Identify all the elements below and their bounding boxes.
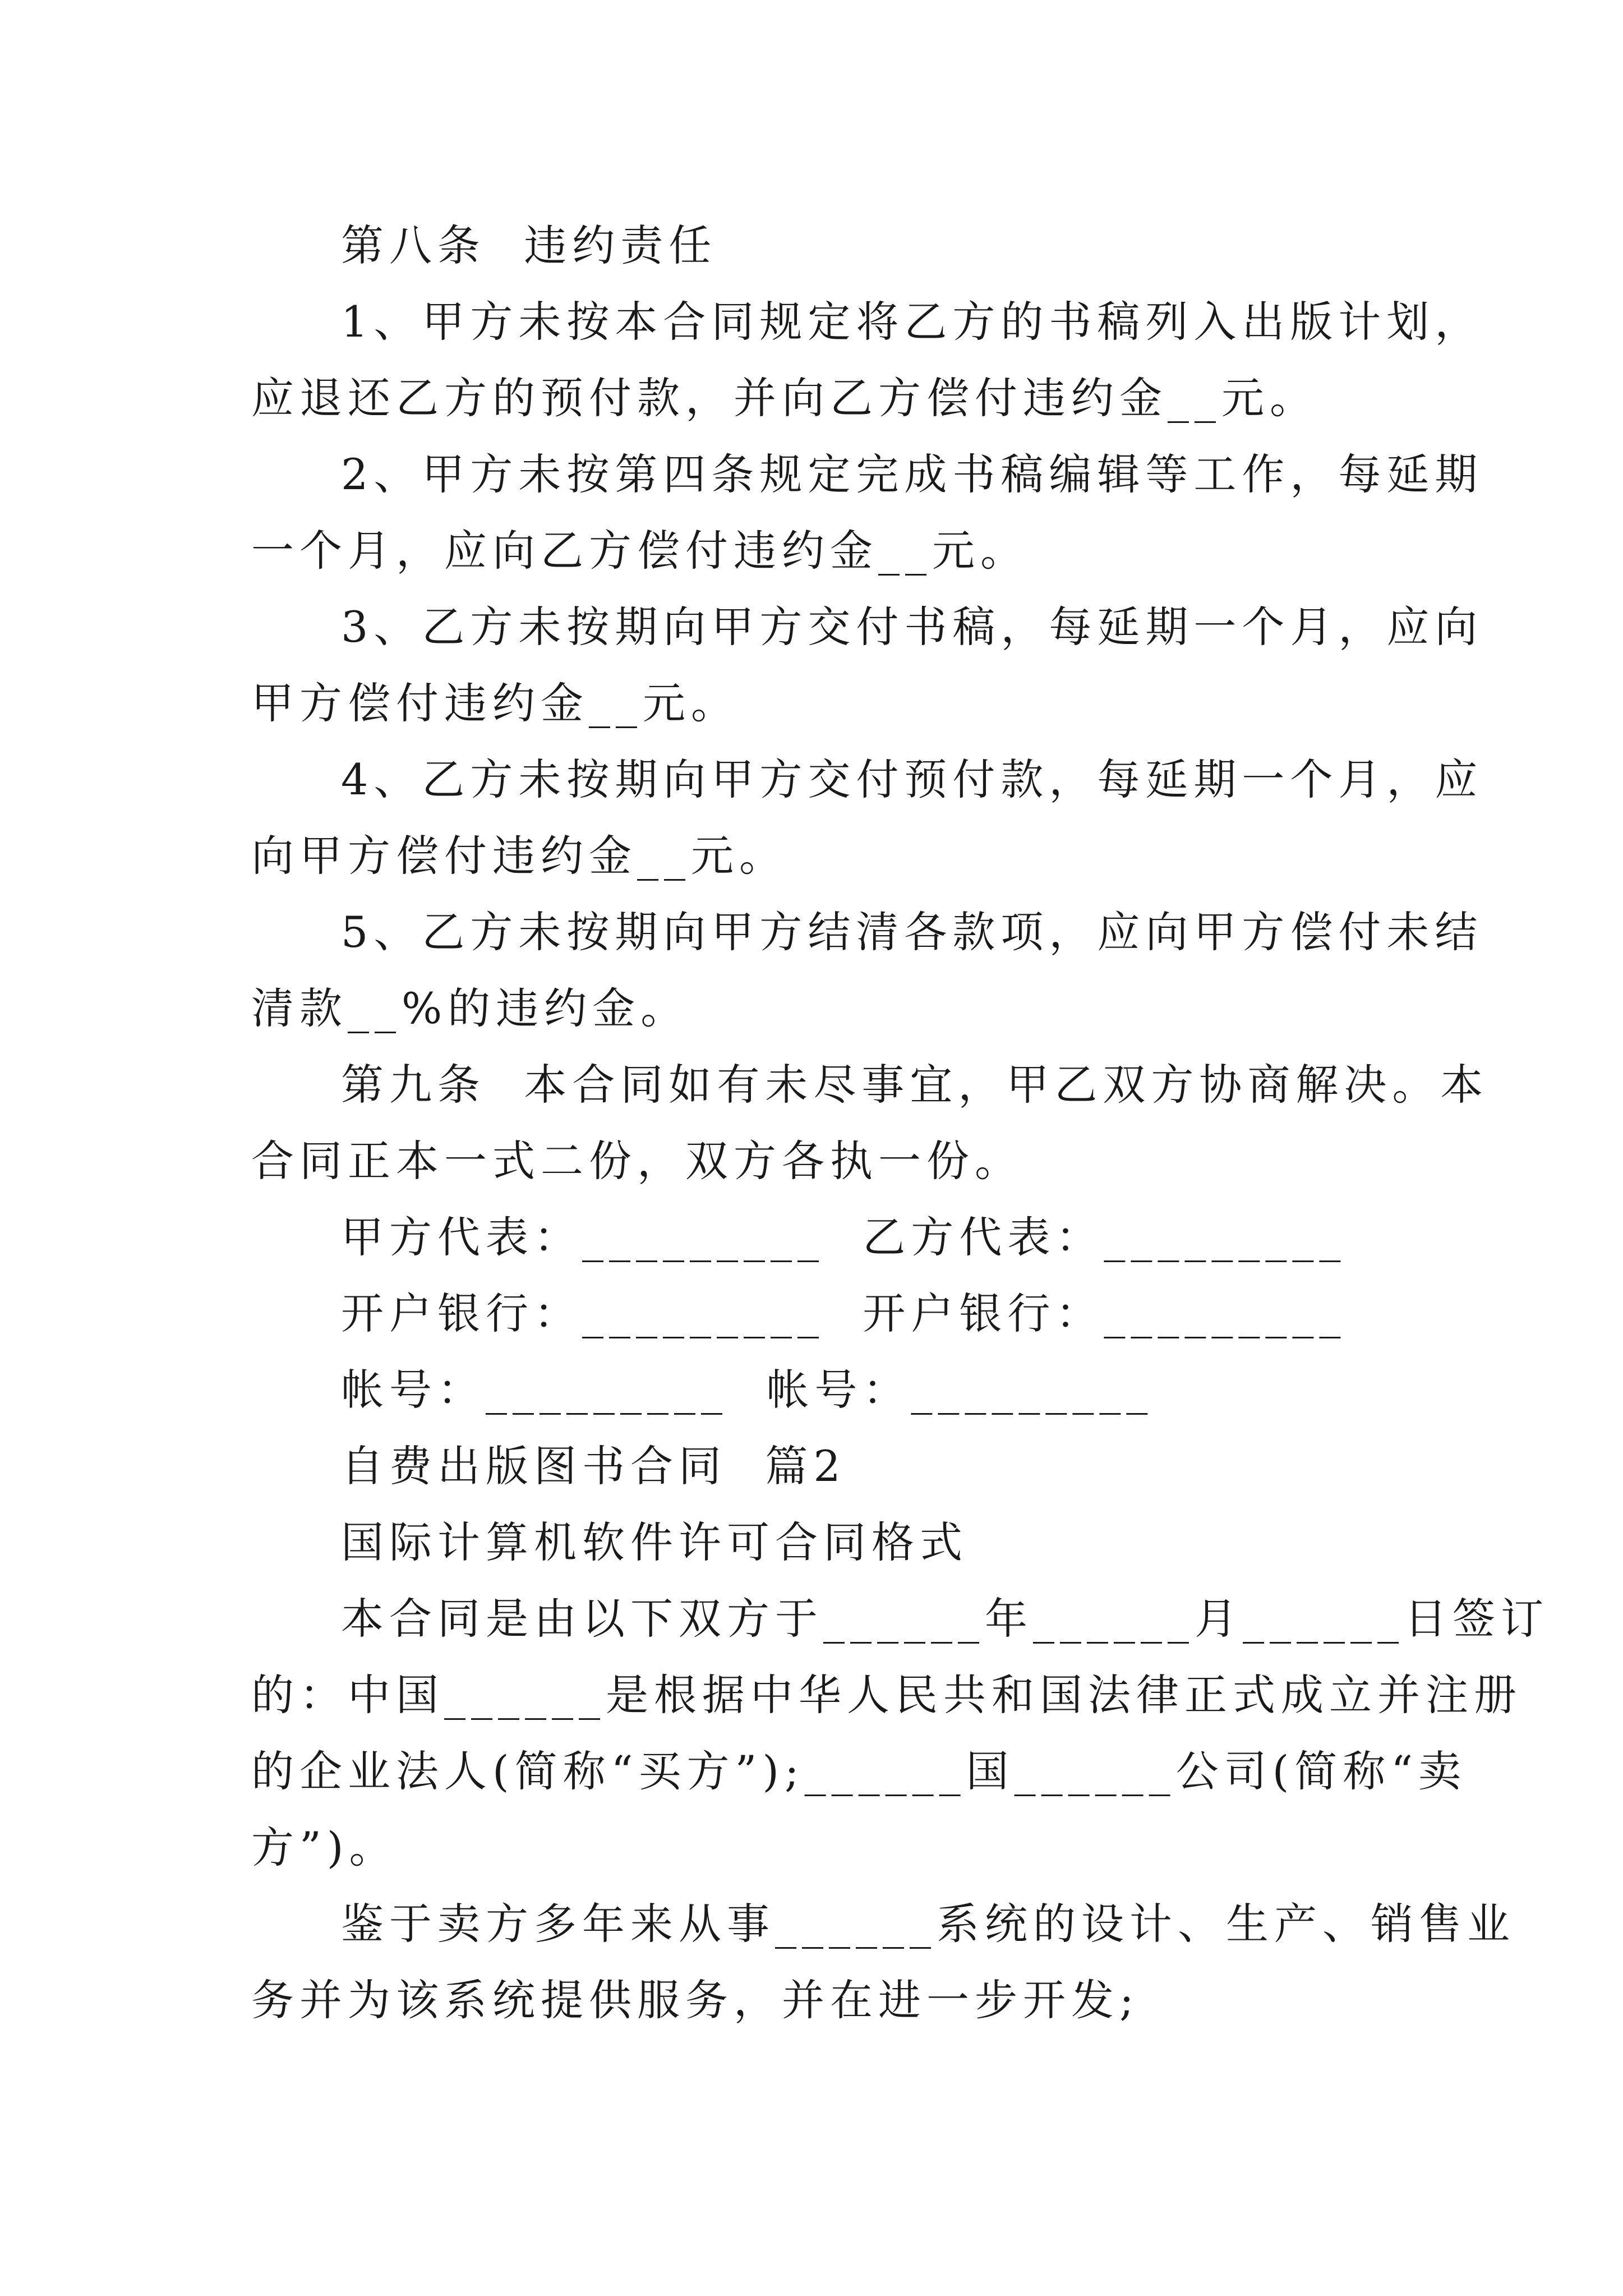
article8-heading: 第八条 违约责任 (341, 220, 717, 270)
clause-5-line-2: 清款__%的违约金。 (251, 983, 689, 1033)
intro-line-1: 本合同是由以下双方于______年______月______日签订 (341, 1594, 1549, 1644)
contract-title: 国际计算机软件许可合同格式 (341, 1517, 968, 1567)
intro-line-2: 的：中国______是根据中华人民共和国法律正式成立并注册 (251, 1670, 1522, 1720)
whereas-line-1: 鉴于卖方多年来从事______系统的设计、生产、销售业 (341, 1899, 1515, 1949)
clause-5-line-1: 5、乙方未按期向甲方结清各款项，应向甲方偿付未结 (341, 907, 1483, 957)
document-page (251, 208, 1549, 2039)
clause-1-line-2: 应退还乙方的预付款，并向乙方偿付违约金__元。 (251, 373, 1318, 423)
clause-4-line-2: 向甲方偿付违约金__元。 (251, 831, 787, 881)
clause-2-line-1: 2、甲方未按第四条规定完成书稿编辑等工作，每延期 (341, 449, 1483, 499)
section-title: 自费出版图书合同 篇2 (341, 1441, 846, 1491)
signature-accounts: 帐号：_________ 帐号：_________ (341, 1365, 1154, 1415)
signature-banks: 开户银行：_________ 开户银行：_________ (341, 1289, 1347, 1338)
article9-line-1: 第九条 本合同如有未尽事宜，甲乙双方协商解决。本 (341, 1060, 1489, 1110)
intro-line-3: 的企业法人(简称“买方”);______国______公司(简称“卖 (251, 1746, 1467, 1796)
signature-representatives: 甲方代表：_________ 乙方代表：_________ (341, 1212, 1347, 1262)
clause-1-line-1: 1、甲方未按本合同规定将乙方的书稿列入出版计划， (341, 297, 1483, 347)
clause-2-line-2: 一个月，应向乙方偿付违约金__元。 (251, 526, 1029, 576)
article9-line-2: 合同正本一式二份，双方各执一份。 (251, 1136, 1023, 1186)
intro-line-4: 方”)。 (251, 1823, 398, 1872)
clause-3-line-2: 甲方偿付违约金__元。 (251, 678, 739, 728)
clause-3-line-1: 3、乙方未按期向甲方交付书稿，每延期一个月，应向 (341, 602, 1483, 652)
clause-4-line-1: 4、乙方未按期向甲方交付预付款，每延期一个月，应 (341, 754, 1483, 804)
whereas-line-2: 务并为该系统提供服务，并在进一步开发; (251, 1975, 1140, 2025)
